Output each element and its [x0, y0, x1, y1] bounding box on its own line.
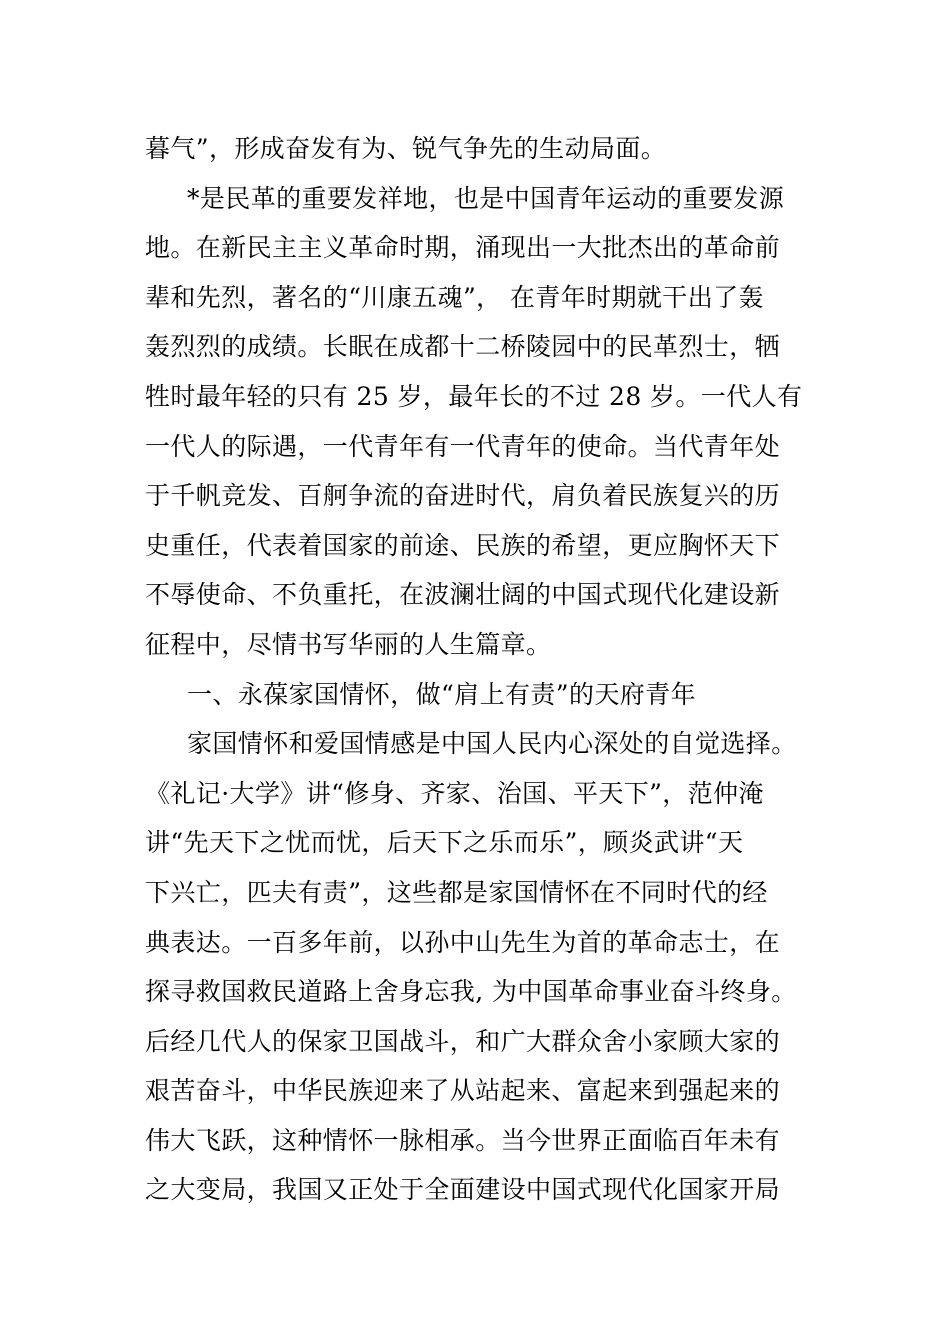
text-line: 于千帆竞发、百舸争流的奋进时代，肩负着民族复兴的历 [145, 481, 781, 511]
paragraph-start-line: *是民革的重要发祥地，也是中国青年运动的重要发源 [187, 183, 785, 213]
text-line: 典表达。一百多年前，以孙中山先生为首的革命志士，在 [145, 927, 781, 957]
text-line: 一代人的际遇，一代青年有一代青年的使命。当代青年处 [145, 431, 781, 461]
text-line: 地。在新民主主义革命时期，涌现出一大批杰出的革命前 [145, 233, 781, 263]
text-line: 辈和先烈，著名的“川康五魂”， 在青年时期就干出了轰 [145, 282, 764, 312]
text-line: 《礼记·大学》讲“修身、齐家、治国、平天下”，范仲淹 [145, 778, 764, 808]
text-line: 征程中，尽情书写华丽的人生篇章。 [145, 629, 552, 659]
text-line: 后经几代人的保家卫国战斗，和广大群众舍小家顾大家的 [145, 1026, 781, 1056]
text-line: 探寻救国救民道路上舍身忘我, 为中国革命事业奋斗终身。 [145, 977, 797, 1007]
text-line: 之大变局，我国又正处于全面建设中国式现代化国家开局 [145, 1175, 781, 1205]
section-heading: 一、永葆家国情怀，做“肩上有责”的天府青年 [187, 679, 696, 709]
text-line: 讲“先天下之忧而忧，后天下之乐而乐”，顾炎武讲“天 [145, 828, 744, 858]
body-text [145, 124, 807, 1215]
text-line: 史重任，代表着国家的前途、民族的希望，更应胸怀天下 [145, 530, 781, 560]
text-line: 牲时最年轻的只有 25 岁，最年长的不过 28 岁。一代人有 [145, 381, 803, 411]
text-line: 轰烈烈的成绩。长眠在成都十二桥陵园中的民革烈士，牺 [145, 332, 781, 362]
text-line: 伟大飞跃，这种情怀一脉相承。当今世界正面临百年未有 [145, 1125, 781, 1155]
text-line: 下兴亡，匹夫有责”，这些都是家国情怀在不同时代的经 [145, 877, 768, 907]
text-line: 不辱使命、不负重托，在波澜壮阔的中国式现代化建设新 [145, 580, 781, 610]
text-line: 暮气”，形成奋发有为、锐气争先的生动局面。 [145, 134, 667, 163]
text-line: 艰苦奋斗，中华民族迎来了从站起来、富起来到强起来的 [145, 1076, 781, 1106]
paragraph-start-line: 家国情怀和爱国情感是中国人民内心深处的自觉选择。 [187, 729, 797, 759]
